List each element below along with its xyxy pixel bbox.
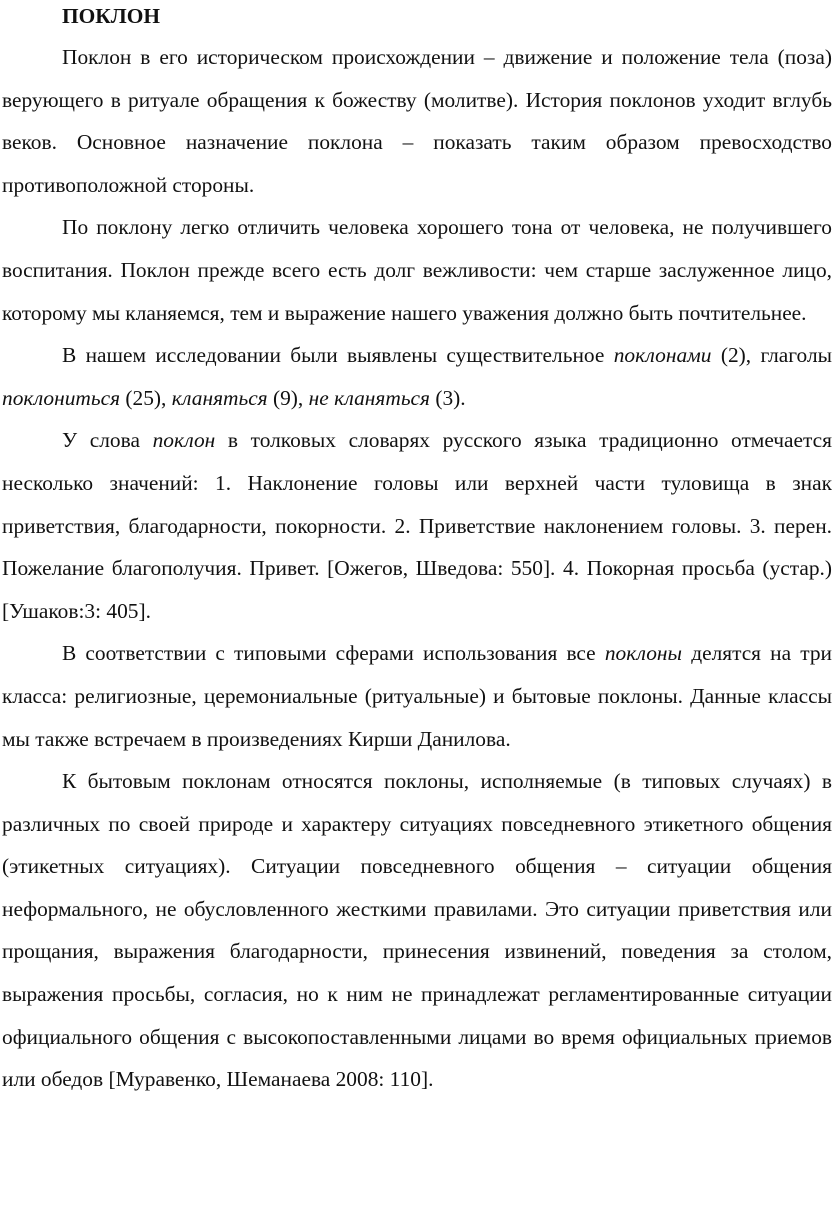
text-run: в толковых словарях русского языка традиционно отмечается несколько значений: 1. Наклонение головы или верхней части туловища в знак приветствия, благодарности, покорности. 2. Приветствие наклонением головы. 3. перен. Пожелание благополучия. Привет. [Ожегов, Шведова: 550]. 4. Покорная просьба (устар.) [Ушаков:3: 405]. <box>2 428 832 623</box>
italic-term: кланяться <box>171 385 268 410</box>
paragraph-origin: Поклон в его историческом происхождении – движение и положение тела (поза) верующего в ритуале обращения к божеству (молитве). История поклонов уходит вглубь веков. Основное назначение поклона – показать таким образом превосходство противоположной стороны. <box>2 45 832 197</box>
italic-term: поклониться <box>2 385 121 410</box>
text-run: (2), глаголы <box>711 343 832 368</box>
page-title: ПОКЛОН <box>62 4 161 28</box>
text-run: (3). <box>430 385 466 410</box>
document-body <box>2 0 832 1101</box>
text-run: (25), <box>120 385 172 410</box>
text-run: делятся на три класса: религиозные, церемониальные (ритуальные) и бытовые поклоны. Данные классы мы также встречаем в произведениях Кирши Данилова. <box>2 641 832 751</box>
text-run: В соответствии с типовыми сферами использования все <box>62 641 605 666</box>
paragraph-research <box>2 334 832 419</box>
italic-term: поклоны <box>604 641 683 666</box>
paragraph-classes <box>2 632 832 760</box>
text-run: (9), <box>267 385 309 410</box>
paragraph-etiquette: По поклону легко отличить человека хорошего тона от человека, не получившего воспитания. Поклон прежде всего есть долг вежливости: чем старше заслуженное лицо, которому мы кланяемся, тем и выражение нашего уважения должно быть почтительнее. <box>2 215 832 325</box>
italic-term: поклонами <box>613 343 712 368</box>
paragraph-dictionary <box>2 419 832 632</box>
text-run: В нашем исследовании были выявлены существительное <box>62 343 614 368</box>
italic-term: не кланяться <box>308 385 430 410</box>
paragraph-everyday: К бытовым поклонам относятся поклоны, исполняемые (в типовых случаях) в различных по своей природе и характеру ситуациях повседневного этикетного общения (этикетных ситуациях). Ситуации повседневного общения – ситуации общения неформального, не обусловленного жесткими правилами. Это ситуации приветствия или прощания, выражения благодарности, принесения извинений, поведения за столом, выражения просьбы, согласия, но к ним не принадлежат регламентированные ситуации официального общения с высокопоставленными лицами во время официальных приемов или обедов [Муравенко, Шеманаева 2008: 110]. <box>2 769 832 1092</box>
text-run: У слова <box>62 428 153 453</box>
italic-term: поклон <box>152 428 216 453</box>
